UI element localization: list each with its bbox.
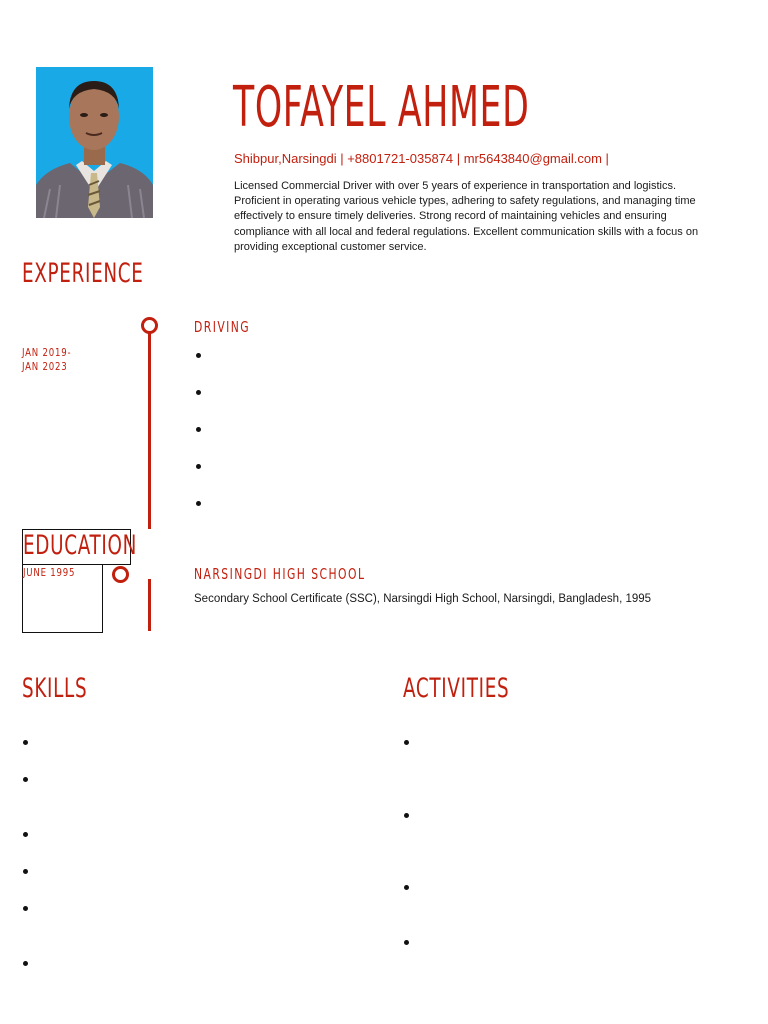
candidate-name: TOFAYEL AHMED (233, 75, 530, 140)
experience-date (22, 346, 71, 374)
list-bullet (23, 869, 28, 874)
list-bullet (404, 740, 409, 745)
timeline-dot (112, 566, 129, 583)
job-title: DRIVING (194, 318, 251, 336)
list-bullet (23, 906, 28, 911)
list-bullet (196, 427, 201, 432)
education-detail: Secondary School Certificate (SSC), Narsingdi High School, Narsingdi, Bangladesh, 1995 (194, 593, 652, 605)
timeline-line (148, 333, 151, 529)
list-bullet (23, 740, 28, 745)
experience-date-end: JAN 2023 (22, 360, 68, 373)
list-bullet (404, 940, 409, 945)
list-bullet (196, 353, 201, 358)
list-bullet (196, 501, 201, 506)
experience-date-start: JAN 2019- (22, 346, 72, 359)
list-bullet (196, 390, 201, 395)
skills-heading: SKILLS (22, 673, 88, 704)
professional-summary: Licensed Commercial Driver with over 5 years of experience in transportation and logistics. Proficient in operating various vehicle types, adhering to safety regulations, and managing time effectively to ensure timely deliveries. Strong record of maintaining vehicles and ensuring compliance with all local and federal regulations. Excellent communication skills with a focus on providing exceptional customer service. (234, 180, 699, 253)
timeline-dot (141, 317, 158, 334)
education-heading: EDUCATION (23, 530, 138, 561)
profile-photo (36, 67, 153, 218)
timeline-line (148, 579, 151, 631)
list-bullet (23, 832, 28, 837)
list-bullet (404, 885, 409, 890)
list-bullet (404, 813, 409, 818)
contact-line: Shibpur,Narsingdi | +8801721-035874 | mr5643840@gmail.com | (234, 151, 609, 166)
experience-heading: EXPERIENCE (22, 258, 144, 289)
list-bullet (23, 961, 28, 966)
list-bullet (196, 464, 201, 469)
education-date: JUNE 1995 (23, 566, 76, 579)
activities-heading: ACTIVITIES (403, 673, 510, 704)
list-bullet (23, 777, 28, 782)
school-name: NARSINGDI HIGH SCHOOL (194, 565, 366, 583)
